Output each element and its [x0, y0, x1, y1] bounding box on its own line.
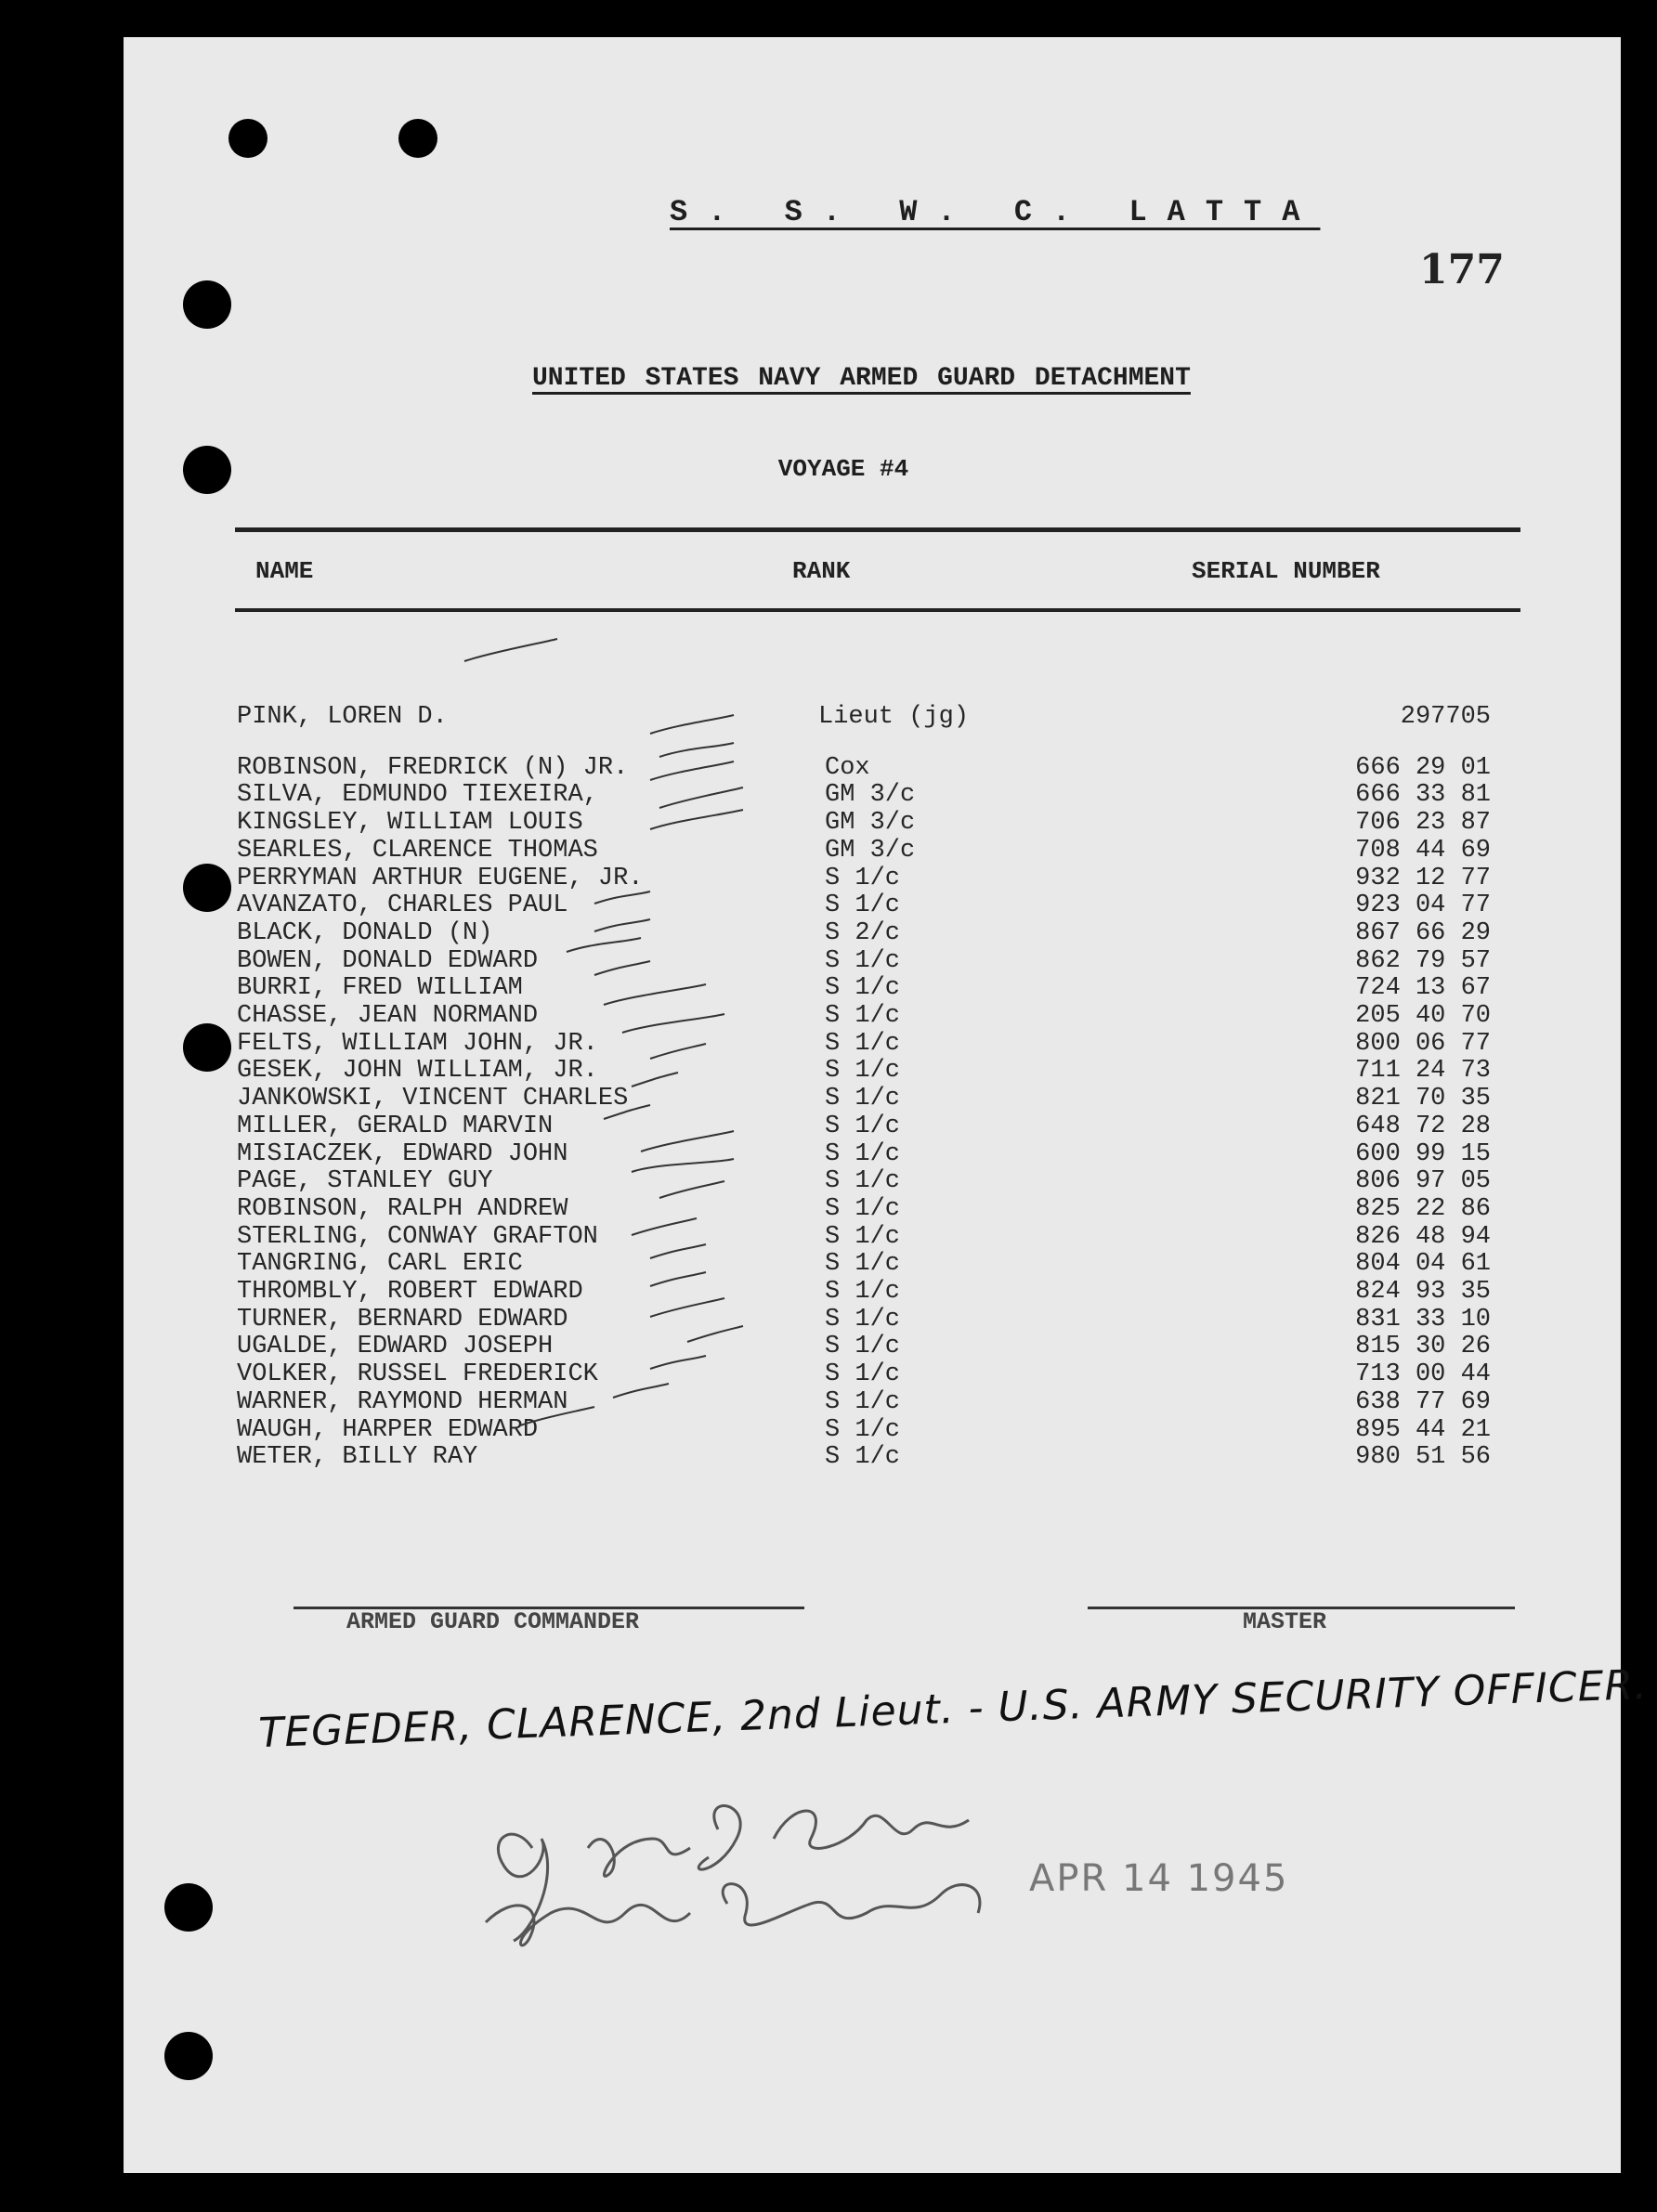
- table-cell-name: MILLER, GERALD MARVIN: [237, 1112, 554, 1140]
- table-cell-name: VOLKER, RUSSEL FREDERICK: [237, 1360, 598, 1389]
- table-cell-rank: S 1/c: [825, 1085, 901, 1113]
- table-cell-serial: 826 48 94: [1355, 1222, 1491, 1251]
- voyage-title: VOYAGE #4: [777, 455, 909, 483]
- handwritten-note: TEGEDER, CLARENCE, 2nd Lieut. - U.S. ARMY SECURITY OFFICER.: [257, 1660, 1649, 1758]
- table-cell-serial: 706 23 87: [1355, 809, 1491, 838]
- table-cell-serial: 825 22 86: [1355, 1194, 1491, 1223]
- table-cell-rank: S 1/c: [825, 1139, 901, 1168]
- table-cell-serial: 205 40 70: [1355, 1002, 1491, 1030]
- table-cell-serial: 600 99 15: [1355, 1139, 1491, 1168]
- table-cell-rank: GM 3/c: [825, 809, 916, 838]
- column-header-rank: RANK: [792, 557, 851, 585]
- ship-title: S. S. W. C. LATTA: [670, 195, 1321, 229]
- punch-hole: [183, 280, 231, 329]
- punch-hole: [228, 119, 267, 158]
- table-cell-serial: 804 04 61: [1355, 1250, 1491, 1279]
- table-cell-rank: GM 3/c: [825, 836, 916, 865]
- table-cell-rank: S 1/c: [825, 1387, 901, 1416]
- table-cell-serial: 724 13 67: [1355, 974, 1491, 1003]
- table-cell-rank: S 1/c: [825, 1250, 901, 1279]
- table-cell-name: KINGSLEY, WILLIAM LOUIS: [237, 809, 583, 838]
- table-header-rule: [235, 608, 1520, 612]
- table-cell-name: WARNER, RAYMOND HERMAN: [237, 1387, 568, 1416]
- table-cell-name: GESEK, JOHN WILLIAM, JR.: [237, 1057, 598, 1086]
- inspector-signature: [476, 1783, 1052, 1969]
- table-cell-serial: 824 93 35: [1355, 1278, 1491, 1306]
- column-header-serial: SERIAL NUMBER: [1192, 557, 1380, 585]
- table-cell-name: WAUGH, HARPER EDWARD: [237, 1415, 539, 1444]
- table-cell-rank: S 1/c: [825, 891, 901, 920]
- table-cell-serial: 666 33 81: [1355, 781, 1491, 810]
- table-cell-rank: S 2/c: [825, 918, 901, 947]
- table-cell-name: AVANZATO, CHARLES PAUL: [237, 891, 568, 920]
- table-cell-rank: S 1/c: [825, 864, 901, 892]
- table-cell-serial: 895 44 21: [1355, 1415, 1491, 1444]
- punch-hole: [183, 864, 231, 912]
- table-cell-name: WETER, BILLY RAY: [237, 1443, 478, 1472]
- table-cell-rank: S 1/c: [825, 1029, 901, 1058]
- table-cell-name: UGALDE, EDWARD JOSEPH: [237, 1333, 554, 1361]
- punch-hole: [164, 2032, 213, 2080]
- table-cell-serial: 713 00 44: [1355, 1360, 1491, 1389]
- table-cell-name: BOWEN, DONALD EDWARD: [237, 946, 539, 975]
- date-stamp: APR 14 1945: [1029, 1857, 1289, 1900]
- table-cell-name: SILVA, EDMUNDO TIEXEIRA,: [237, 781, 598, 810]
- table-cell-name: TURNER, BERNARD EDWARD: [237, 1305, 568, 1334]
- table-cell-serial: 821 70 35: [1355, 1085, 1491, 1113]
- table-cell-serial: 867 66 29: [1355, 918, 1491, 947]
- table-cell-rank: S 1/c: [825, 1415, 901, 1444]
- detachment-title: UNITED STATES NAVY ARMED GUARD DETACHMENT: [532, 364, 1191, 393]
- table-cell-name: SEARLES, CLARENCE THOMAS: [237, 836, 598, 865]
- table-cell-serial: 932 12 77: [1355, 864, 1491, 892]
- table-cell-name: MISIACZEK, EDWARD JOHN: [237, 1139, 568, 1168]
- table-cell-serial: 806 97 05: [1355, 1167, 1491, 1196]
- table-cell-name: ROBINSON, FREDRICK (N) JR.: [237, 753, 629, 782]
- table-cell-name: ROBINSON, RALPH ANDREW: [237, 1194, 568, 1223]
- table-cell-name: BURRI, FRED WILLIAM: [237, 974, 523, 1003]
- table-cell-rank: S 1/c: [825, 1222, 901, 1251]
- table-cell-name: PINK, LOREN D.: [237, 703, 448, 731]
- table-cell-rank: S 1/c: [825, 1194, 901, 1223]
- page-number: 177: [1419, 246, 1505, 293]
- table-cell-serial: 923 04 77: [1355, 891, 1491, 920]
- table-cell-serial: 711 24 73: [1355, 1057, 1491, 1086]
- table-cell-rank: S 1/c: [825, 1167, 901, 1196]
- table-cell-serial: 648 72 28: [1355, 1112, 1491, 1140]
- master-signature-label: MASTER: [1243, 1608, 1327, 1635]
- table-cell-serial: 831 33 10: [1355, 1305, 1491, 1334]
- column-header-name: NAME: [255, 557, 314, 585]
- table-cell-name: STERLING, CONWAY GRAFTON: [237, 1222, 598, 1251]
- table-cell-rank: Lieut (jg): [818, 703, 970, 731]
- document-page: [124, 37, 1649, 2173]
- table-cell-name: JANKOWSKI, VINCENT CHARLES: [237, 1085, 629, 1113]
- table-cell-serial: 297705: [1400, 703, 1491, 731]
- punch-hole: [398, 119, 437, 158]
- table-cell-serial: 708 44 69: [1355, 836, 1491, 865]
- table-cell-rank: S 1/c: [825, 1002, 901, 1030]
- table-cell-serial: 638 77 69: [1355, 1387, 1491, 1416]
- table-cell-serial: 980 51 56: [1355, 1443, 1491, 1472]
- punch-hole: [183, 1023, 231, 1072]
- table-cell-rank: S 1/c: [825, 1305, 901, 1334]
- table-cell-name: PAGE, STANLEY GUY: [237, 1167, 493, 1196]
- table-cell-rank: S 1/c: [825, 974, 901, 1003]
- table-cell-name: TANGRING, CARL ERIC: [237, 1250, 523, 1279]
- commander-signature-label: ARMED GUARD COMMANDER: [346, 1608, 640, 1635]
- punch-hole: [183, 446, 231, 494]
- table-cell-name: PERRYMAN ARTHUR EUGENE, JR.: [237, 864, 644, 892]
- table-cell-rank: GM 3/c: [825, 781, 916, 810]
- table-cell-rank: S 1/c: [825, 1278, 901, 1306]
- table-top-rule: [235, 527, 1520, 532]
- table-cell-name: BLACK, DONALD (N): [237, 918, 493, 947]
- table-cell-rank: S 1/c: [825, 946, 901, 975]
- table-cell-serial: 862 79 57: [1355, 946, 1491, 975]
- table-cell-rank: S 1/c: [825, 1057, 901, 1086]
- table-cell-serial: 666 29 01: [1355, 753, 1491, 782]
- table-cell-rank: Cox: [825, 753, 870, 782]
- table-cell-name: CHASSE, JEAN NORMAND: [237, 1002, 539, 1030]
- table-cell-rank: S 1/c: [825, 1333, 901, 1361]
- table-cell-serial: 815 30 26: [1355, 1333, 1491, 1361]
- table-cell-name: THROMBLY, ROBERT EDWARD: [237, 1278, 583, 1306]
- table-cell-rank: S 1/c: [825, 1443, 901, 1472]
- table-cell-serial: 800 06 77: [1355, 1029, 1491, 1058]
- table-cell-rank: S 1/c: [825, 1360, 901, 1389]
- table-cell-name: FELTS, WILLIAM JOHN, JR.: [237, 1029, 598, 1058]
- table-cell-rank: S 1/c: [825, 1112, 901, 1140]
- punch-hole: [164, 1883, 213, 1932]
